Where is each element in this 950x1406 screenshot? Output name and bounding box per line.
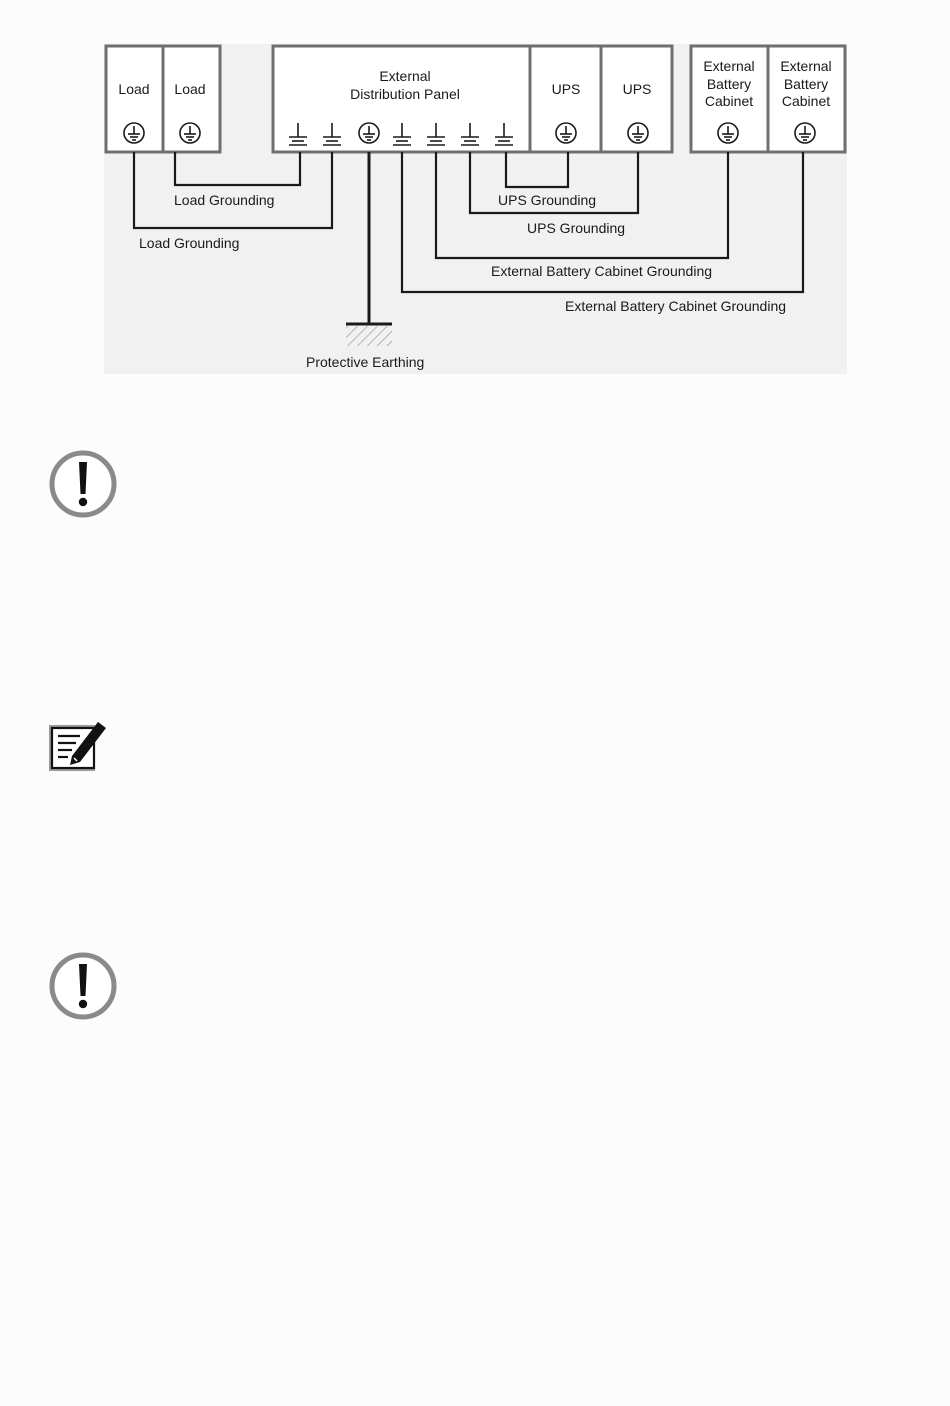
ups-box-2-label: UPS [622,81,652,97]
ups-grounding-label-2: UPS Grounding [527,220,626,236]
grounding-diagram [0,0,950,400]
load-box-2 [163,46,220,152]
caution-exclamation-icon [48,951,118,1021]
load-grounding-label-1: Load Grounding [174,192,275,208]
note-pencil-icon [46,716,110,774]
battery-cabinet-grounding-label-2: External Battery Cabinet Grounding [565,298,787,314]
protective-earth-hatch [346,326,392,346]
battery-cabinet-grounding-label-1: External Battery Cabinet Grounding [491,263,713,279]
caution-exclamation-icon [48,449,118,519]
distribution-panel-label-line1: External [379,68,431,84]
ups-box-2 [601,46,672,152]
ups-box-1-label: UPS [551,81,581,97]
load-box-2-label: Load [174,81,206,97]
battery-cabinet-1-label-line2: Battery [706,76,752,92]
battery-cabinet-2-label-line3: Cabinet [781,93,831,109]
distribution-panel-label-line2: Distribution Panel [350,86,460,102]
battery-cabinet-2-label-line1: External [780,58,832,74]
battery-cabinet-2-label-line2: Battery [783,76,829,92]
battery-cabinet-1-label-line1: External [703,58,755,74]
ups-grounding-label-1: UPS Grounding [498,192,597,208]
ups-box-1 [530,46,601,152]
protective-earthing-label: Protective Earthing [306,354,425,370]
battery-cabinet-1-label-line3: Cabinet [704,93,754,109]
load-box-1-label: Load [118,81,150,97]
load-box-1 [106,46,163,152]
load-grounding-label-2: Load Grounding [139,235,240,251]
